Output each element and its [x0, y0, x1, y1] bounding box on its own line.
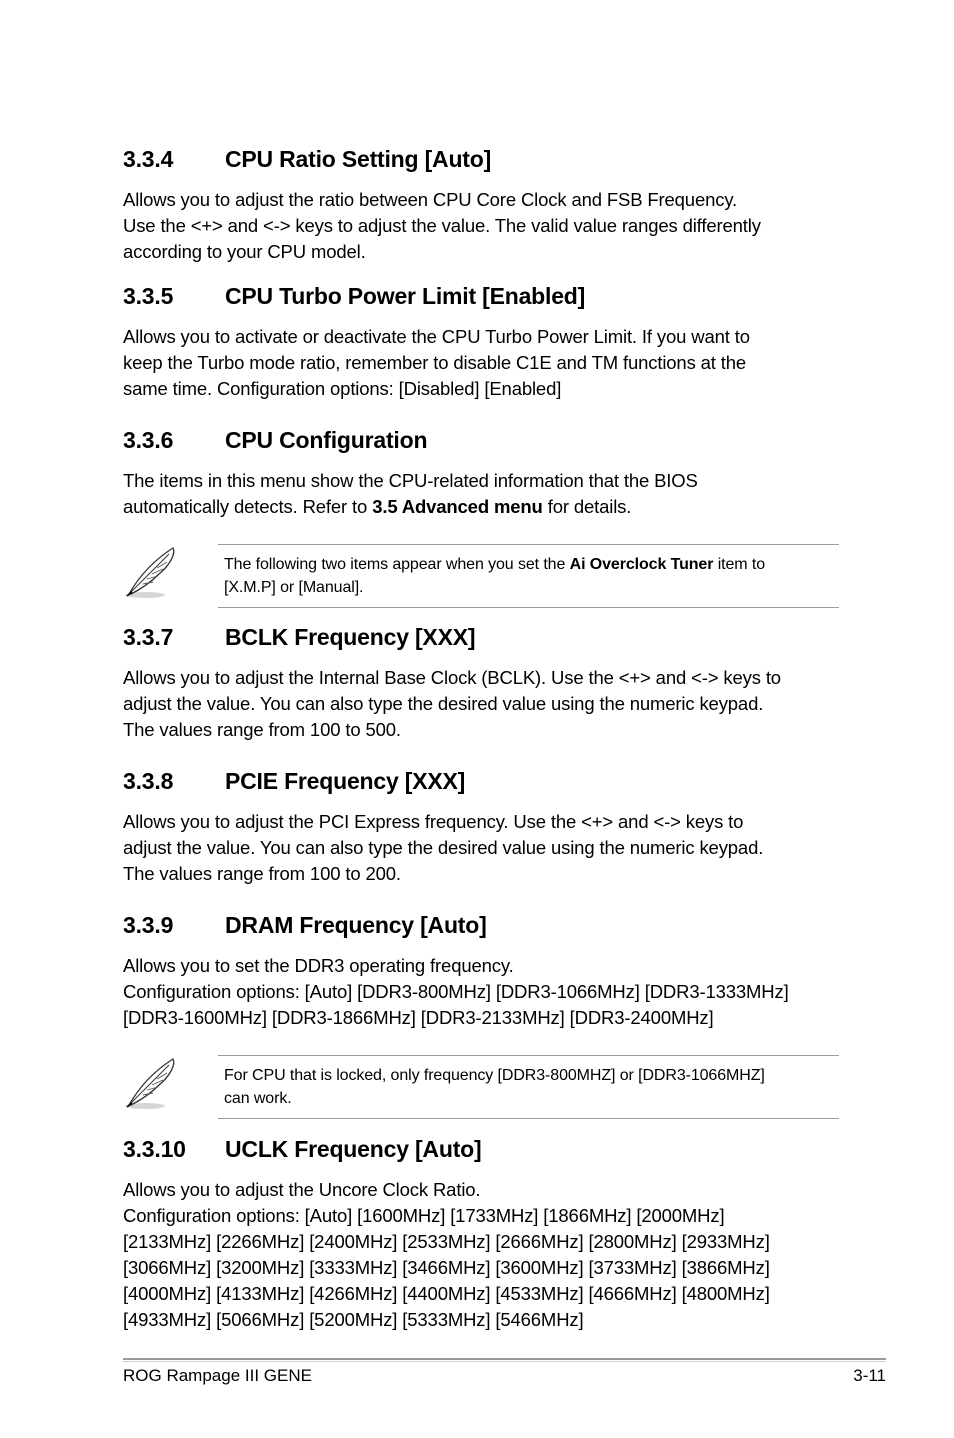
- section-3-3-10: [123, 1135, 839, 1333]
- body-line: [4933MHz] [5066MHz] [5200MHz] [5333MHz] [5466MHz]: [123, 1309, 584, 1330]
- body-line: Configuration options: [Auto] [DDR3-800MHz] [DDR3-1066MHz] [DDR3-1333MHz]: [123, 981, 789, 1002]
- body-line: Allows you to activate or deactivate the CPU Turbo Power Limit. If you want to: [123, 326, 750, 347]
- note-box: [123, 544, 839, 608]
- section-title: CPU Configuration: [225, 427, 428, 453]
- section-heading: [123, 282, 839, 310]
- footer-page-number: 3-11: [853, 1366, 886, 1385]
- note-text: [218, 1055, 839, 1119]
- section-heading: [123, 623, 839, 651]
- section-number: 3.3.9: [123, 912, 174, 938]
- body-line: Configuration options: [Auto] [1600MHz] [1733MHz] [1866MHz] [2000MHz]: [123, 1205, 725, 1226]
- section-body: [123, 1177, 839, 1333]
- section-3-3-7: [123, 623, 839, 743]
- note-line: [X.M.P] or [Manual].: [224, 579, 364, 596]
- note-text-part: item to: [713, 556, 766, 573]
- section-title: UCLK Frequency [Auto]: [225, 1136, 482, 1162]
- footer-product-name: ROG Rampage III GENE: [123, 1366, 312, 1385]
- body-text: automatically detects. Refer to: [123, 496, 373, 517]
- section-body: [123, 809, 839, 887]
- section-title: BCLK Frequency [XXX]: [225, 624, 476, 650]
- section-body: [123, 187, 839, 265]
- body-line: [3066MHz] [3200MHz] [3333MHz] [3466MHz] [3600MHz] [3733MHz] [3866MHz]: [123, 1257, 770, 1278]
- body-line: adjust the value. You can also type the desired value using the numeric keypad.: [123, 693, 764, 714]
- body-line: Allows you to adjust the ratio between CPU Core Clock and FSB Frequency.: [123, 189, 738, 210]
- section-body: [123, 665, 839, 743]
- section-body: [123, 953, 839, 1031]
- body-line: The items in this menu show the CPU-related information that the BIOS: [123, 470, 698, 491]
- section-heading: [123, 911, 839, 939]
- section-heading: [123, 145, 839, 173]
- body-line: Use the <+> and <-> keys to adjust the value. The valid value ranges differently: [123, 215, 761, 236]
- section-title: DRAM Frequency [Auto]: [225, 912, 487, 938]
- section-body: [123, 468, 839, 520]
- body-line: Allows you to adjust the Internal Base Clock (BCLK). Use the <+> and <-> keys to: [123, 667, 781, 688]
- body-line: Allows you to adjust the PCI Express frequency. Use the <+> and <-> keys to: [123, 811, 744, 832]
- note-line: For CPU that is locked, only frequency [DDR3-800MHZ] or [DDR3-1066MHZ]: [224, 1067, 765, 1084]
- section-number: 3.3.8: [123, 768, 174, 794]
- note-line: can work.: [224, 1090, 292, 1107]
- section-3-3-5: [123, 282, 839, 402]
- body-text: for details.: [542, 496, 632, 517]
- section-3-3-4: [123, 145, 839, 265]
- body-line: according to your CPU model.: [123, 241, 366, 262]
- section-heading: [123, 767, 839, 795]
- section-number: 3.3.10: [123, 1136, 186, 1162]
- body-line: The values range from 100 to 200.: [123, 863, 401, 884]
- footer-divider: [123, 1358, 886, 1362]
- body-line: Allows you to set the DDR3 operating frequency.: [123, 955, 514, 976]
- note-text-part: The following two items appear when you set the: [224, 556, 570, 573]
- body-line: same time. Configuration options: [Disabled] [Enabled]: [123, 378, 562, 399]
- note-box: [123, 1055, 839, 1119]
- section-number: 3.3.6: [123, 427, 174, 453]
- section-number: 3.3.7: [123, 624, 174, 650]
- section-body: [123, 324, 839, 402]
- body-line: The values range from 100 to 500.: [123, 719, 401, 740]
- section-3-3-6: [123, 426, 839, 520]
- note-bold-term: Ai Overclock Tuner: [569, 556, 714, 573]
- section-3-3-8: [123, 767, 839, 887]
- cross-reference: 3.5 Advanced menu: [372, 496, 543, 517]
- body-line: adjust the value. You can also type the desired value using the numeric keypad.: [123, 837, 764, 858]
- note-pen-icon: [123, 1055, 179, 1111]
- body-line: [4000MHz] [4133MHz] [4266MHz] [4400MHz] [4533MHz] [4666MHz] [4800MHz]: [123, 1283, 770, 1304]
- section-number: 3.3.5: [123, 283, 174, 309]
- note-pen-icon: [123, 544, 179, 600]
- section-title: CPU Ratio Setting [Auto]: [225, 146, 492, 172]
- body-line: [2133MHz] [2266MHz] [2400MHz] [2533MHz] [2666MHz] [2800MHz] [2933MHz]: [123, 1231, 770, 1252]
- body-line: [DDR3-1600MHz] [DDR3-1866MHz] [DDR3-2133MHz] [DDR3-2400MHz]: [123, 1007, 714, 1028]
- section-title: CPU Turbo Power Limit [Enabled]: [225, 283, 586, 309]
- section-number: 3.3.4: [123, 146, 174, 172]
- section-3-3-9: [123, 911, 839, 1031]
- section-heading: [123, 426, 839, 454]
- body-line: Allows you to adjust the Uncore Clock Ratio.: [123, 1179, 481, 1200]
- section-heading: [123, 1135, 839, 1163]
- body-line: [123, 494, 839, 520]
- body-line: keep the Turbo mode ratio, remember to disable C1E and TM functions at the: [123, 352, 747, 373]
- section-title: PCIE Frequency [XXX]: [225, 768, 466, 794]
- note-line: [224, 553, 833, 576]
- note-text: [218, 544, 839, 608]
